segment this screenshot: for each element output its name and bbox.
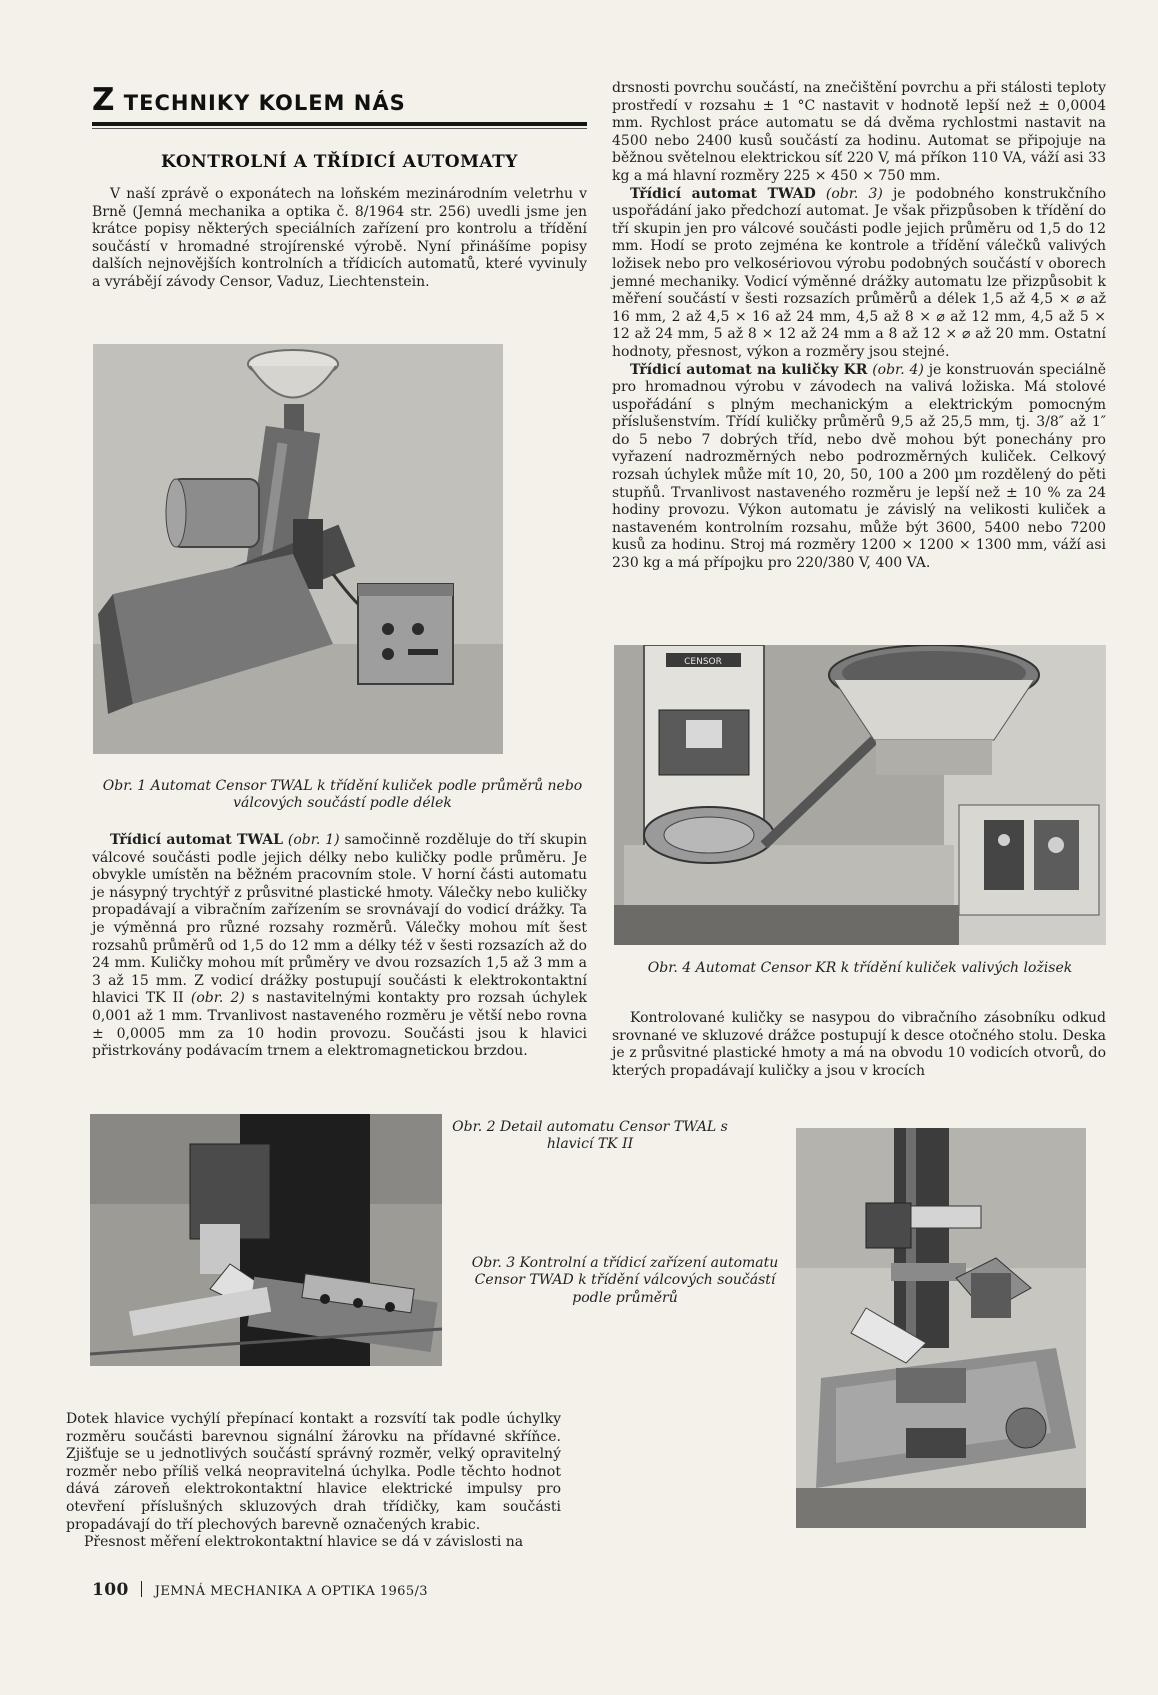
right-column-text [612,80,1106,573]
twal-machine-image [93,344,503,754]
kr-lead: Třídicí automat na kuličky KR [630,361,868,378]
twal-paragraph [92,832,587,1061]
twad-text: je podobného konstrukčního uspořádání jako předchozí automat. Je však přizpůsoben k třídění do tří skupin jen pro válcové součásti podle jejich průměru od 1,5 do 12 mm. Hodí se proto zejména ke kontrole a třídění válečků valivých ložisek nebo pro velkosériovou výrobu podobných součástí v oborech jemné mechaniky. Vodicí výměnné drážky automatu lze přizpůsobit k měření součástí v šesti rozsazích průměrů a délek 1,5 až 4,5 × ⌀ až 16 mm, 2 až 4,5 × 16 až 24 mm, 4,5 až 8 × ⌀ až 12 mm, 4,5 až 5 × 12 až 24 mm, 5 až 8 × 12 až 24 mm a 8 až 12 × ⌀ až 20 mm. Ostatní hodnoty, přesnost, výkon a rozměry jsou stejné. [612,185,1107,360]
twad-lead: Třídicí automat TWAD [630,185,816,202]
kr-ref: (obr. 4) [872,361,924,378]
twal-ref2: (obr. 2) [190,990,245,1007]
section-letter: Z [92,82,116,118]
twad-ref: (obr. 3) [825,185,883,202]
page-footer [92,1580,428,1600]
figure-4-photo [614,645,1106,945]
page-number: 100 [92,1580,129,1600]
footer-divider [141,1581,142,1597]
figure-3-photo [796,1128,1086,1528]
figure-4-caption: Obr. 4 Automat Censor KR k třídění kuliček valivých ložisek [647,960,1073,976]
figure-2-caption: Obr. 2 Detail automatu Censor TWAL s hlavicí TK II [452,1119,728,1153]
figure-2-photo [90,1114,442,1366]
twal-text2: s nastavitelnými kontakty pro rozsah úchylek 0,001 až 1 mm. Trvanlivost nastaveného rozměru je větší nebo rovna ± 0,0005 mm za 10 hodin provozu. Součásti jsou k hlavici přistrkovány podávacím trnem a elektromagnetickou brzdou. [92,990,588,1060]
kr-machine-image [614,645,1106,945]
kr-continued-text: Kontrolované kuličky se nasypou do vibračního zásobníku odkud srovnané ve skluzové drážce postupují k desce otočného stolu. Deska je z průsvitné plastické hmoty a má na obvodu 10 vodicích otvorů, do kterých propadávají kuličky a jsou v krocích [612,1010,1106,1079]
header-rule-thin [92,128,587,129]
right-paragraph-1: drsnosti povrchu součástí, na znečištění povrchu a při stálosti teploty prostředí v rozsahu ± 1 °C nastavit v hodnotě lepší než ± 0,0004 mm. Rychlost práce automatu se dá dvěma rychlostmi nastavit na 4500 nebo 2400 kusů součástí za hodinu. Automat se připojuje na běžnou světelnou elektrickou síť 220 V, má příkon 110 VA, váží asi 33 kg a má hlavní rozměry 225 × 450 × 750 mm. [612,80,1107,184]
twal-text: samočinně rozděluje do tří skupin válcové součásti podle jejich délky nebo kuličky podle průměru. Je obvykle umístěn na běžném pracovním stole. V horní části automatu je násypný trychtýř z průsvitné plastické hmoty. Válečky nebo kuličky propadávají a vibračním zařízením se srovnávají do vodicí drážky. Ta je výměnná pro různé rozsahy rozměrů. Válečky mohou mít šest rozsahů průměrů od 1,5 do 12 mm a délky též v šesti rozsazích až do 24 mm. Kuličky mohou mít průměry ve dvou rozsazích 1,5 až 3 mm a 3 až 15 mm. Z vodicí drážky postupují součásti k elektrokontaktní hlavici TK II [92,832,587,1007]
journal-name: JEMNÁ MECHANIKA A OPTIKA 1965/3 [154,1584,428,1599]
kr-text: je konstruován speciálně pro hromadnou výrobu v závodech na valivá ložiska. Má stolové uspořádání s plným mechanickým a elektrickým pomocným příslušenstvím. Třídí kuličky průměrů 9,5 až 25,5 mm, tj. 3/8″ až 1″ do 5 nebo 7 dobrých tříd, nebo dvě mohou být ponechány pro vyřazení nadrozměrných nebo podrozměrných kuliček. Celkový rozsah úchylek může mít 10, 20, 50, 100 a 200 µm rozdělený do pěti stupňů. Trvanlivost nastaveného rozměru je lepší než ± 10 % za 24 hodiny provozu. Výkon automatu je závislý na velikosti kuliček a nastaveném kontrolním rozsahu, může být 3600, 5400 nebo 7200 kusů za hodinu. Stroj má rozměry 1200 × 1200 × 1300 mm, váží asi 230 kg a má přípojku pro 220/380 V, 400 VA. [612,361,1106,572]
tk2-head-image [90,1114,442,1366]
twal-lead: Třídicí automat TWAL [110,832,283,848]
bottom-paragraph-1: Dotek hlavice vychýlí přepínací kontakt a rozsvítí tak podle úchylky rozměru součásti barevnou signální žárovku na přídavné skříňce. Zjišťuje se u jednotlivých součástí správný rozměr, velký opravitelný rozměr nebo příliš velká neopravitelná úchylka. Podle těchto hodnot dává zároveň elektrokontaktní hlavice elektrické impulsy pro otevření příslušných skluzových drah třídičky, kam součásti propadávají do tří plechových barevně označených krabic. [66,1411,561,1533]
bottom-paragraphs [66,1411,561,1552]
figure-1-caption: Obr. 1 Automat Censor TWAL k třídění kuliček podle průměrů nebo válcových součástí podle délek [102,778,583,812]
section-header [92,82,587,118]
figure-1-photo [93,344,503,754]
article-title: KONTROLNÍ A TŘÍDICÍ AUTOMATY [161,152,518,172]
twal-ref: (obr. 1) [287,832,340,848]
section-name: TECHNIKY KOLEM NÁS [123,91,406,115]
censor-badge: CENSOR [684,657,722,667]
intro-paragraph [92,186,587,292]
twad-device-image [796,1128,1086,1528]
intro-text: V naší zprávě o exponátech na loňském mezinárodním veletrhu v Brně (Jemná mechanika a optika č. 8/1964 str. 256) uvedli jsme jen krátce popisy některých speciálních zařízení pro kontrolu a třídění součástí v hromadné strojírenské výrobě. Nyní přinášíme popisy dalších nejnovějších kontrolních a třídicích automatů, které vyvinuly a vyrábějí závody Censor, Vaduz, Liechtenstein. [92,186,587,290]
header-rule [92,122,587,126]
figure-3-caption: Obr. 3 Kontrolní a třídicí zařízení automatu Censor TWAD k třídění válcových součástí podle průměrů [471,1255,779,1306]
bottom-paragraph-2: Přesnost měření elektrokontaktní hlavice se dá v závislosti na [84,1534,524,1551]
kr-continued-paragraph [612,1010,1106,1080]
